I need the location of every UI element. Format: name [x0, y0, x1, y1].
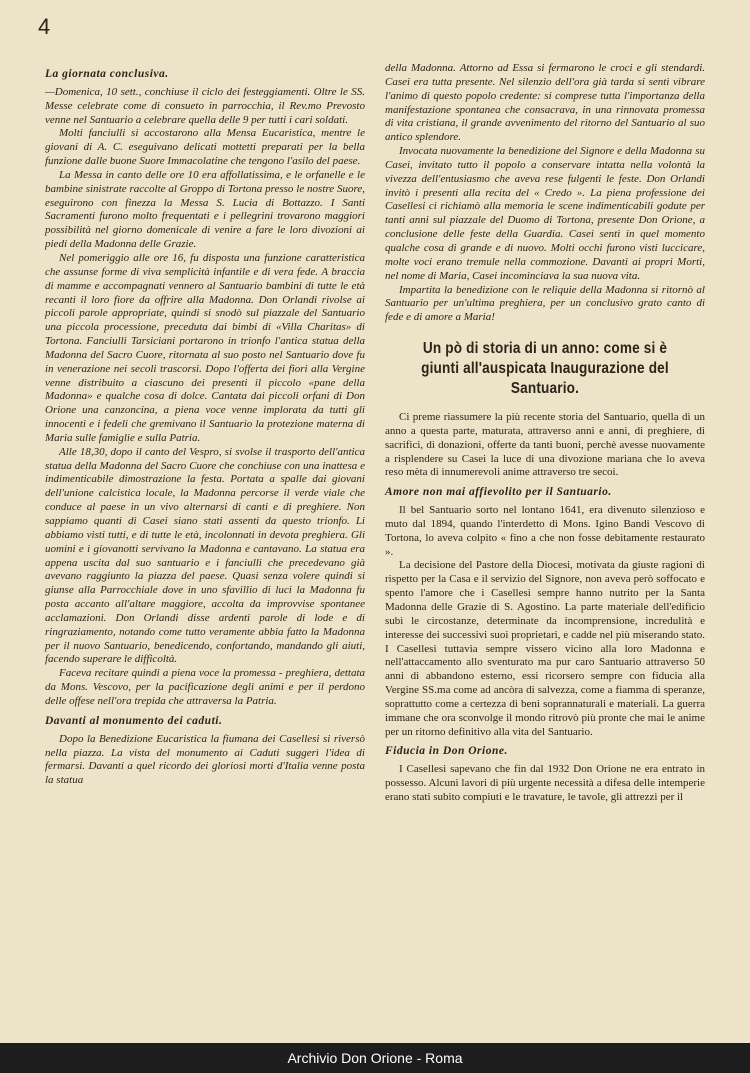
paragraph: Dopo la Benedizione Eucaristica la fiumana dei Casellesi si riversò nella piazza. La vista del monumento ai Caduti suggerì l'idea di fermarsi. Davanti a quel ricordo dei gloriosi morti d'Italia venne posta la statua — [45, 732, 365, 787]
paragraph: Ci preme riassumere la più recente storia del Santuario, quella di un anno a questa parte, maturata, attraverso anni e anni, di preghiere, di sacrifici, di donazioni, offerte da tanti buoni, perchè avesse nuovamente a risplendere su Casei la luce di una divozione mariana che lo aveva reso mèta di innumerevoli anime attraverso tre secoi. — [385, 411, 705, 479]
paragraph: I Casellesi sapevano che fin dal 1932 Don Orione ne era entrato in possesso. Alcuni lavori di più urgente necessità a difesa delle intemperie erano stati subito compiuti e le travature, le tavole, gli attrezzi per il — [385, 763, 705, 803]
article-title: Un pò di storia di un anno: come si è giunti all'auspicata Inaugurazione del Santuario. — [421, 340, 669, 398]
paragraph: Molti fanciulli si accostarono alla Mensa Eucaristica, mentre le giovani di A. C. eseguivano delicati mottetti preparati per la bella funzione dalle buone Suore Immacolatine che tengono l'asilo del paese. — [45, 127, 365, 168]
paragraph: Impartita la benedizione con le reliquie della Madonna si ritornò al Santuario per un'ultima preghiera, per un conclusivo grato canto di fede e di amore a Maria! — [385, 283, 705, 324]
archive-footer: Archivio Don Orione - Roma — [0, 1043, 750, 1073]
paragraph: Invocata nuovamente la benedizione del Signore e della Madonna su Casei, invitato tutto il popolo a conservare intatta nella volontà la vivezza dell'entusiasmo che aveva rese fulgenti le feste. Don Orlandi invitò i presenti alla recita del « Credo ». La piena professione dei Casellesi ci richiamò alla memoria le scene indimenticabili godute per tanti anni sul piazzale del Duomo di Tortona, presente Don Orione, a conclusione delle feste della Guardia. Casei sentì in quel momento qualche cosa di grande e di nuovo. Molti occhi furono visti luccicare, molte voci erano tremule nella commozione. Davanti ai propri Morti, nel nome di Maria, Casei incominciava la sua nuova vita. — [385, 145, 705, 282]
paragraph: La Messa in canto delle ore 10 era affollatissima, e le orfanelle e le bambine sinistrate raccolte al Groppo di Tortona presso le nostre Suore, eseguirono con finezza la Messa S. Lucia di Bottazzo. I Santi Sacramenti furono molto frequentati e i pellegrini trovarono maggiori possibilità nel giorno domenicale di venire a fare le loro divozioni ai piedi della Madonna delle Grazie. — [45, 168, 365, 251]
paragraph: —Domenica, 10 sett., conchiuse il ciclo dei festeggiamenti. Oltre le SS. Messe celebrate come di consueto in parrocchia, il Rev.mo Prevosto venne nel Santuario a celebrare quella delle 9 per tutti i cari soldati. — [45, 85, 365, 126]
paragraph: La decisione del Pastore della Diocesi, motivata da giuste ragioni di rispetto per la Casa e il servizio del Signore, non aveva però soffocato e spento l'amore che i Casellesi sempre hanno nutrito per la Santa Madonna delle Grazie di S. Agostino. La parte materiale dell'edificio subì le circostanze, determinate da incomprensione, incredulità e interesse dei successivi suoi proprietari, e cadde nel più miserando stato. I Casellesi tuttavia sempre vissero vicino alla loro Madonna e nell'attaccamento allo sventurato ma pur caro Santuario attraverso 50 anni di abbandono esterno, essi ricorsero sempre con fiducia alla Vergine SS.ma come ad ancòra di salvezza, come a fiamma di speranze, soprattutto come a certezza di beni soprannaturali e materiali. La guerra immane che ora sconvolge il mondo ritrovò più pronte che mai le anime per un ritorno definitivo alla vita del Santuario. — [385, 559, 705, 738]
left-column — [45, 62, 365, 788]
section-heading: Davanti al monumento dei caduti. — [45, 714, 223, 727]
paragraph: della Madonna. Attorno ad Essa si fermarono le croci e gli stendardi. Casei era tutta presente. Nel silenzio dell'ora già tarda si sentì vibrare l'animo di questo popolo credente: si comprese tutta l'importanza della manifestazione spontanea che consacrava, in una rinnovata promessa di vita cristiana, il grande avvenimento del ritorno del Santuario al suo antico splendore. — [385, 62, 705, 144]
section-heading: La giornata conclusiva. — [45, 68, 169, 80]
section-heading: Amore non mai affievolito per il Santuario. — [385, 486, 612, 499]
right-column — [385, 62, 705, 805]
paragraph: Il bel Santuario sorto nel lontano 1641, era divenuto silenzioso e muto dal 1894, quando l'interdetto di Mons. Igino Bandi Vescovo di Tortona, lo aveva colpito « fino a che non fosse debitamente restaurato ». — [385, 504, 705, 558]
paragraph: Nel pomeriggio alle ore 16, fu disposta una funzione caratteristica che assunse forme di viva semplicità infantile e di vera fede. A braccia di mamme e accompagnati vennero al Santuario bambini di tutte le età recanti il loro fiore da offrire alla Madonna. Don Orlandi rivolse ai piccoli parole appropriate, quindi si snodò sul piazzale del Santuario una piccola processione, preceduta dai bimbi di «Villa Charitas» di Tortona. Fanciulli Tarsiciani portarono in trionfo l'antica statua della Madonna del Sacro Cuore, ritornata al suo posto nel Santuario dove fu in venerazione nei secoli trascorsi. Dopo l'offerta dei fiori alla Vergine venne distribuito a ciascuno dei presenti il piccolo «pane della Madonna» e qualche cosa di dolce. Cantata dai piccoli orfani di Don Orione una canzoncina, a piena voce venne implorata da tutti gli innocenti e i fedeli che gremivano il Santuario la protezione materna di Maria sulle famiglie e sulla Patria. — [45, 251, 365, 444]
paragraph: Faceva recitare quindi a piena voce la promessa - preghiera, dettata da Mons. Vescovo, per la pacificazione degli animi e per il perdono delle offese nell'ora trepida che attraversa la Patria. — [45, 667, 365, 707]
page-number: 4 — [38, 14, 51, 39]
paragraph: Alle 18,30, dopo il canto del Vespro, si svolse il trasporto dell'antica statua della Madonna del Sacro Cuore che conchiuse con una inattesa e indimenticabile dimostrazione la festa. Portata a spalle dai giovani dell'unione calcistica locale, la Madonna percorse il verde viale che conduce al paese in un vivo alternarsi di canti e di preghiere. Non sappiamo quanti di Casei siano stati assenti da questo trionfo. Li abbiamo visti tutti, e di tutte le età, incolonnati in devota preghiera. Gli uomini e i giovanotti servivano la Madonna e cantavano. La statua era appena uscita dal suo santuario e i fanciulli che precedevano già avevano raggiunto la piazza del paese. Quasi senza volere quindi si giunse alla Parrocchiale dove in uno sfavillio di luci la Madonna fu posta accanto all'altare maggiore, accolta da improvvise spontanee acclamazioni. Don Orlandi disse ardenti parole di lode e di ringraziamento, notando come tutto veramente abbia fatto la Madonna per il nuovo Santuario, benedicendo, confortando, mandando gli aiuti, facendo superare le difficoltà. — [45, 445, 365, 666]
section-heading: Fiducia in Don Orione. — [385, 745, 508, 758]
